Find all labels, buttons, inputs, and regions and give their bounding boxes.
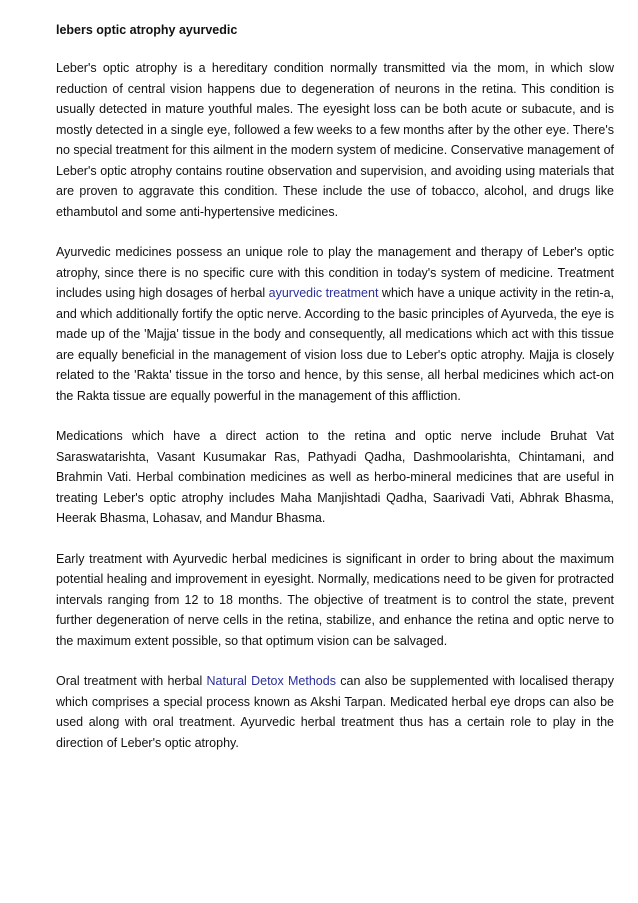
paragraph-oral-treatment-text-after: can also be supplemented with localised therapy which comprises a special process known as Akshi Tarpan. Medicated herbal eye drops can also be used along with oral treatment. Ayurvedic herbal treatment thus has a certain role to play in the direction of Leber's optic atrophy. xyxy=(56,674,614,750)
paragraph-ayurvedic-role xyxy=(56,242,614,406)
paragraph-medications xyxy=(56,426,614,529)
paragraph-early-treatment-text: Early treatment with Ayurvedic herbal medicines is significant in order to bring about the maximum potential healing and improvement in eyesight. Normally, medications need to be given for protracted intervals ranging from 12 to 18 months. The objective of treatment is to control the state, prevent further degeneration of nerve cells in the retina, stabilize, and enhance the retina and optic nerve to the maximum extent possible, so that optimum vision can be salvaged. xyxy=(56,551,614,648)
paragraph-oral-treatment-text-before: Oral treatment with herbal xyxy=(56,674,207,688)
paragraph-ayurvedic-role-text-before: Ayurvedic medicines possess an unique role to play the management and therapy of Leber's optic atrophy, since there is no specific cure with this condition in today's system of medicine. Treatment includes using high dosages of herbal xyxy=(56,245,614,300)
natural-detox-methods-link[interactable]: Natural Detox Methods xyxy=(206,674,336,688)
paragraph-medications-text: Medications which have a direct action to the retina and optic nerve include Bruhat Vat Saraswatarishta, Vasant Kusumakar Ras, Pathyadi Qadha, Dashmoolarishta, Chintamani, and Brahmin Vati. Herbal combination medicines as well as herbo-mineral medicines that are useful in treating Leber's optic atrophy includes Maha Manjishtadi Qadha, Saarivadi Vati, Abhrak Bhasma, Heerak Bhasma, Lohasav, and Mandur Bhasma. xyxy=(56,429,614,525)
paragraph-intro xyxy=(56,58,614,222)
paragraph-intro-text: Leber's optic atrophy is a hereditary condition normally transmitted via the mom, in which slow reduction of central vision happens due to degeneration of neurons in the retina. This condition is usually detected in mature youthful males. The eyesight loss can be both acute or subacute, and is mostly detected in a single eye, followed a few weeks to a few months after by the other eye. There's no special treatment for this ailment in the modern system of medicine. Conservative management of Leber's optic atrophy contains routine observation and supervision, and avoiding using materials that are proven to aggravate this condition. These include the use of tobacco, alcohol, and drugs like ethambutol and some anti-hypertensive medicines. xyxy=(56,61,614,219)
paragraph-oral-treatment xyxy=(56,671,614,753)
ayurvedic-treatment-link[interactable]: ayurvedic treatment xyxy=(268,286,379,300)
document-page xyxy=(56,22,614,773)
paragraph-ayurvedic-role-text-after: which have a unique activity in the retin-a, and which additionally fortify the optic nerve. According to the basic principles of Ayurveda, the eye is made up of the 'Majja' tissue in the body and consequently, all medications which act with this tissue are equally beneficial in the management of vision loss due to Leber's optic atrophy. Majja is closely related to the 'Rakta' tissue in the torso and hence, by this sense, all herbal medicines which act-on the Rakta tissue are equally powerful in the management of this affliction. xyxy=(56,286,614,403)
paragraph-early-treatment xyxy=(56,549,614,652)
document-title: lebers optic atrophy ayurvedic xyxy=(56,23,238,37)
